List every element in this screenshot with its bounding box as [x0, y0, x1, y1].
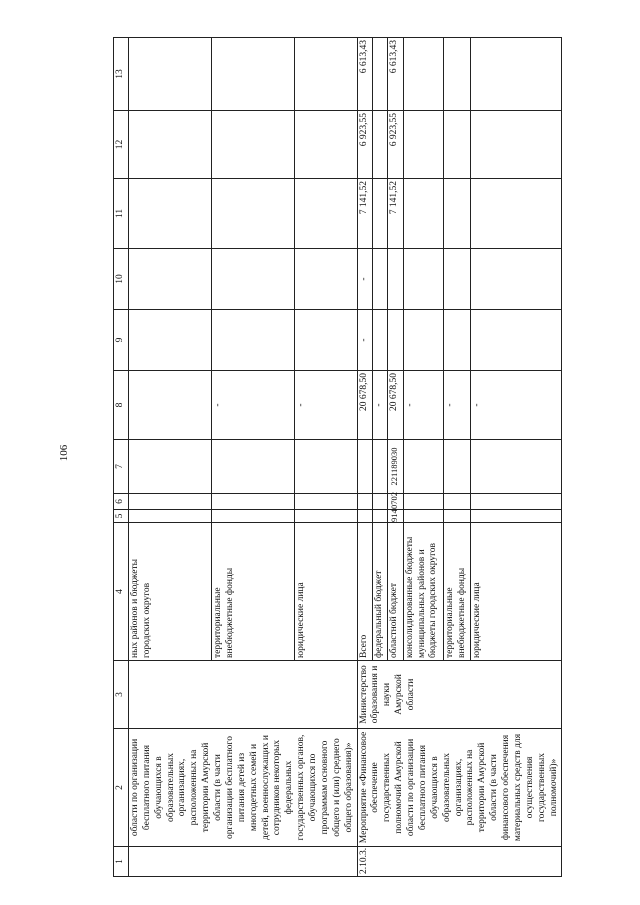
measure-description: Мероприятие «Финансовое обеспечение государственных полномочий Амурской области по организации бесплатного питания обучающихся в образовательных организациях, расположенных на территории Амурской области (в части финансового обеспечения материальных средств для осуществления государственных полномочий)»: [357, 729, 562, 847]
responsible-executor: Министерство образования и науки Амурской области: [357, 661, 562, 729]
cell-grbs: [357, 510, 372, 523]
cell-col3: [128, 661, 357, 729]
col-header-6: 6: [114, 494, 129, 510]
cell-grbs: 914: [388, 510, 403, 523]
col-header-8: 8: [114, 371, 129, 440]
cell-target-article: [357, 440, 372, 494]
amount-year-2: -: [357, 249, 372, 310]
amount-total: -: [471, 371, 562, 440]
amount-year-3: 7 141,52: [357, 179, 372, 249]
table-row: [357, 38, 372, 877]
amount-year-4: 6 923,55: [357, 111, 372, 179]
cell-target-article: 221189030: [388, 440, 403, 494]
amount-total: 20 678,50: [357, 371, 372, 440]
funding-source: федеральный бюджет: [372, 523, 387, 661]
amount-total: 20 678,50: [388, 371, 403, 440]
amount-total: -: [372, 371, 387, 440]
cell-section: 0702: [388, 494, 403, 510]
amount-year-5: 6 613,43: [357, 38, 372, 111]
col-header-5: 5: [114, 510, 129, 523]
col-header-1: 1: [114, 847, 129, 877]
funding-source: территориальные внебюджетные фонды: [211, 523, 294, 661]
amount-total: -: [403, 371, 443, 440]
rotated-table-container: [113, 38, 585, 877]
amount-total: [128, 371, 211, 440]
amount-year-5: 6 613,43: [388, 38, 403, 111]
funding-source: ных районов и бюджеты городских округов: [128, 523, 211, 661]
col-header-10: 10: [114, 249, 129, 310]
budget-table: [113, 37, 562, 877]
amount-year-1: -: [357, 310, 372, 371]
funding-source: консолидированные бюджеты муниципальных районов и бюджеты городских округов: [403, 523, 443, 661]
amount-total: -: [443, 371, 471, 440]
col-header-11: 11: [114, 179, 129, 249]
amount-year-4: 6 923,55: [388, 111, 403, 179]
col-header-4: 4: [114, 523, 129, 661]
amount-year-3: 7 141,52: [388, 179, 403, 249]
table-row: [128, 38, 211, 877]
funding-source: областной бюджет: [388, 523, 403, 661]
funding-source: юридические лица: [471, 523, 562, 661]
col-header-12: 12: [114, 111, 129, 179]
amount-total: -: [294, 371, 357, 440]
col-header-13: 13: [114, 38, 129, 111]
measure-number: 2.10.3.: [357, 847, 562, 877]
amount-total: -: [211, 371, 294, 440]
cell-section: [357, 494, 372, 510]
funding-source: Всего: [357, 523, 372, 661]
measure-description-continued: области по организации бесплатного питания обучающихся в образовательных организациях, расположенных на территории Амурской области (в части организации бесплатного питания детей из многодетных семей и детей, военнослужащих и сотрудников некоторых федеральных государственных органов, обучающихся по программам основного общего и (или) среднего общего образования)»: [128, 729, 357, 847]
header-row: [114, 38, 129, 877]
page-number: 106: [58, 444, 70, 462]
col-header-3: 3: [114, 661, 129, 729]
funding-source: территориальные внебюджетные фонды: [443, 523, 471, 661]
funding-source: юридические лица: [294, 523, 357, 661]
cell-col1: [128, 847, 357, 877]
col-header-2: 2: [114, 729, 129, 847]
col-header-7: 7: [114, 440, 129, 494]
col-header-9: 9: [114, 310, 129, 371]
